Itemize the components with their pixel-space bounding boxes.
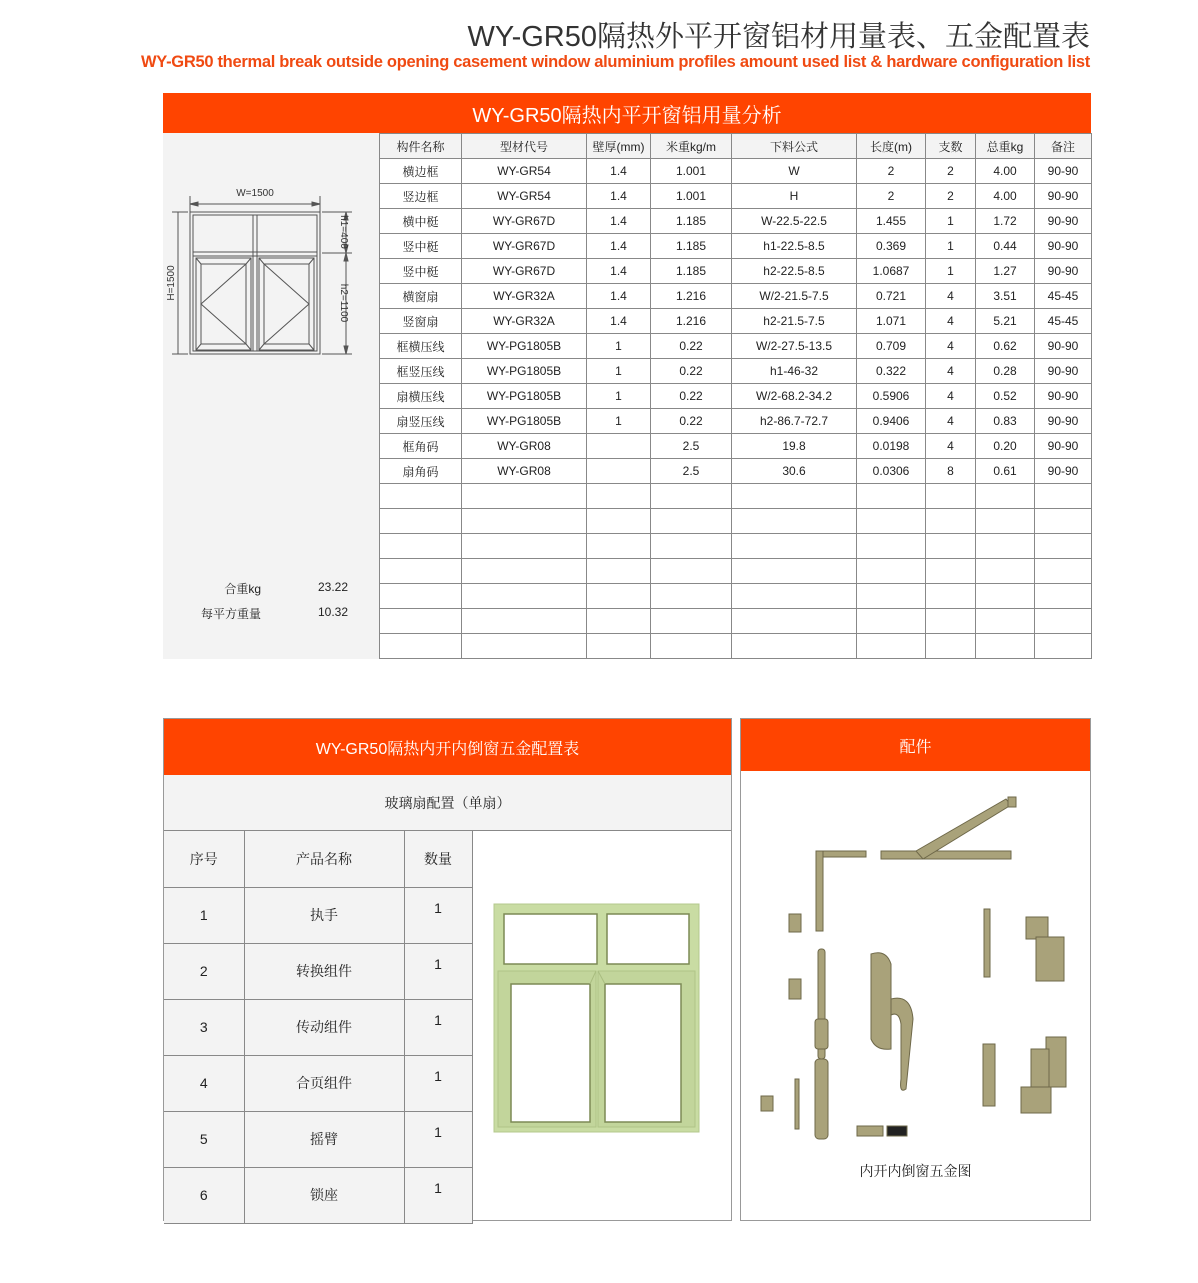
column-header: 型材代号 xyxy=(462,134,587,159)
profile-section-title: WY-GR50隔热内平开窗铝用量分析 xyxy=(472,104,782,127)
window-dimension-diagram xyxy=(166,182,371,362)
table-cell: 1.185 xyxy=(651,234,732,259)
table-cell xyxy=(976,559,1035,584)
table-cell: 90-90 xyxy=(1035,459,1092,484)
plate-part xyxy=(887,1126,907,1136)
table-cell xyxy=(587,509,651,534)
table-cell: WY-GR67D xyxy=(462,259,587,284)
table-row xyxy=(380,634,1092,659)
table-cell: 90-90 xyxy=(1035,209,1092,234)
table-cell: 框横压线 xyxy=(380,334,462,359)
table-cell: 2 xyxy=(926,159,976,184)
table-cell xyxy=(587,584,651,609)
table-cell: 90-90 xyxy=(1035,409,1092,434)
table-cell xyxy=(976,484,1035,509)
table-cell xyxy=(976,534,1035,559)
table-row xyxy=(380,584,1092,609)
table-cell: 1.4 xyxy=(587,159,651,184)
table-cell: 0.0306 xyxy=(857,459,926,484)
table-cell xyxy=(926,634,976,659)
table-cell: h2-86.7-72.7 xyxy=(732,409,857,434)
table-cell: WY-GR67D xyxy=(462,209,587,234)
table-cell: 1.455 xyxy=(857,209,926,234)
table-cell: WY-PG1805B xyxy=(462,384,587,409)
total-weight-value: 23.22 xyxy=(318,580,349,594)
table-cell xyxy=(732,634,857,659)
product-name: 传动组件 xyxy=(244,999,404,1055)
table-cell xyxy=(380,559,462,584)
table-cell: 1.4 xyxy=(587,234,651,259)
transmission-rod-part xyxy=(815,949,828,1139)
table-row xyxy=(164,887,472,943)
table-cell: 1 xyxy=(926,209,976,234)
window-handle-part xyxy=(871,953,913,1091)
keeper-part xyxy=(761,1096,773,1111)
hinge-part xyxy=(983,1037,1066,1113)
quantity: 1 xyxy=(404,943,472,999)
table-cell xyxy=(732,559,857,584)
table-cell: W xyxy=(732,159,857,184)
column-header: 产品名称 xyxy=(244,831,404,887)
table-row xyxy=(164,1167,472,1223)
table-cell: 1.4 xyxy=(587,184,651,209)
table-cell: 2.5 xyxy=(651,459,732,484)
table-cell: 5.21 xyxy=(976,309,1035,334)
table-cell: 0.22 xyxy=(651,359,732,384)
table-cell xyxy=(926,559,976,584)
product-name: 锁座 xyxy=(244,1167,404,1223)
table-cell: h2-22.5-8.5 xyxy=(732,259,857,284)
plate-part xyxy=(857,1126,883,1136)
table-cell xyxy=(587,534,651,559)
table-cell: 4 xyxy=(926,334,976,359)
table-cell xyxy=(1035,509,1092,534)
table-cell xyxy=(857,609,926,634)
table-cell: 竖窗扇 xyxy=(380,309,462,334)
table-cell: 竖中梃 xyxy=(380,234,462,259)
table-row xyxy=(380,284,1092,309)
hardware-config-panel xyxy=(163,718,732,1221)
table-cell: 90-90 xyxy=(1035,334,1092,359)
table-cell: WY-PG1805B xyxy=(462,359,587,384)
table-cell xyxy=(587,559,651,584)
table-cell xyxy=(732,584,857,609)
table-cell: 竖中梃 xyxy=(380,259,462,284)
table-cell xyxy=(857,534,926,559)
table-cell xyxy=(976,584,1035,609)
table-cell: 90-90 xyxy=(1035,234,1092,259)
window-product-image xyxy=(494,904,699,1132)
table-cell: 4.00 xyxy=(976,184,1035,209)
table-row xyxy=(380,309,1092,334)
table-cell: 横窗扇 xyxy=(380,284,462,309)
table-row xyxy=(164,999,472,1055)
table-cell xyxy=(1035,559,1092,584)
table-cell xyxy=(732,609,857,634)
table-cell: 4 xyxy=(926,359,976,384)
column-header: 下料公式 xyxy=(732,134,857,159)
table-cell xyxy=(857,634,926,659)
table-row xyxy=(380,234,1092,259)
table-cell: 4 xyxy=(926,284,976,309)
total-weight-label: 合重kg xyxy=(224,582,261,596)
column-header: 米重kg/m xyxy=(651,134,732,159)
table-cell: 2 xyxy=(857,159,926,184)
column-header: 长度(m) xyxy=(857,134,926,159)
table-cell: 0.61 xyxy=(976,459,1035,484)
table-cell xyxy=(587,434,651,459)
table-cell: 1.001 xyxy=(651,159,732,184)
table-row xyxy=(164,1111,472,1167)
table-cell: 1.216 xyxy=(651,284,732,309)
table-cell: 1.4 xyxy=(587,209,651,234)
table-cell: h1-22.5-8.5 xyxy=(732,234,857,259)
table-cell xyxy=(380,484,462,509)
table-cell: 4 xyxy=(926,409,976,434)
table-cell: 1.185 xyxy=(651,259,732,284)
table-cell xyxy=(462,559,587,584)
outer-frame xyxy=(190,212,320,354)
table-cell: 0.22 xyxy=(651,384,732,409)
table-cell: 45-45 xyxy=(1035,309,1092,334)
table-cell: W-22.5-22.5 xyxy=(732,209,857,234)
table-cell: W/2-21.5-7.5 xyxy=(732,284,857,309)
table-cell: 0.0198 xyxy=(857,434,926,459)
table-cell: 1 xyxy=(587,334,651,359)
table-cell: 1 xyxy=(587,384,651,409)
table-cell: 1.4 xyxy=(587,284,651,309)
hardware-parts-image xyxy=(751,789,1081,1149)
quantity: 1 xyxy=(404,1111,472,1167)
hardware-section-title: WY-GR50隔热内开内倒窗五金配置表 xyxy=(315,740,580,758)
table-cell xyxy=(1035,584,1092,609)
table-row xyxy=(380,609,1092,634)
table-cell: 横中梃 xyxy=(380,209,462,234)
table-cell: 2 xyxy=(926,184,976,209)
column-header: 总重kg xyxy=(976,134,1035,159)
quantity: 1 xyxy=(404,887,472,943)
table-cell xyxy=(857,559,926,584)
table-cell: 8 xyxy=(926,459,976,484)
table-cell xyxy=(651,559,732,584)
quantity: 1 xyxy=(404,1167,472,1223)
table-cell: 30.6 xyxy=(732,459,857,484)
table-cell: WY-GR54 xyxy=(462,159,587,184)
table-cell xyxy=(976,609,1035,634)
table-row xyxy=(380,459,1092,484)
profile-section-header xyxy=(163,93,1091,133)
row-number: 5 xyxy=(164,1111,244,1167)
table-cell: WY-GR08 xyxy=(462,459,587,484)
table-cell: 3.51 xyxy=(976,284,1035,309)
table-row xyxy=(380,509,1092,534)
weight-per-sqm-label: 每平方重量 xyxy=(200,607,261,621)
row-number: 4 xyxy=(164,1055,244,1111)
table-cell: 0.20 xyxy=(976,434,1035,459)
table-cell xyxy=(976,634,1035,659)
accessories-section-header xyxy=(741,719,1090,771)
table-header-row xyxy=(380,134,1092,159)
table-row xyxy=(380,409,1092,434)
weight-per-sqm-value: 10.32 xyxy=(318,605,349,619)
table-cell: 框竖压线 xyxy=(380,359,462,384)
table-cell: 扇横压线 xyxy=(380,384,462,409)
table-cell xyxy=(651,484,732,509)
table-cell: 框角码 xyxy=(380,434,462,459)
table-cell xyxy=(651,609,732,634)
table-header-row xyxy=(164,831,472,887)
table-cell: 1.185 xyxy=(651,209,732,234)
table-cell: 90-90 xyxy=(1035,184,1092,209)
table-cell xyxy=(857,509,926,534)
width-label: W=1500 xyxy=(236,188,274,199)
table-cell xyxy=(926,534,976,559)
keeper-part xyxy=(789,914,801,932)
table-cell: 0.322 xyxy=(857,359,926,384)
product-name: 转换组件 xyxy=(244,943,404,999)
table-cell xyxy=(651,634,732,659)
table-cell xyxy=(462,609,587,634)
table-cell: 4 xyxy=(926,309,976,334)
table-cell xyxy=(380,634,462,659)
table-cell: WY-GR32A xyxy=(462,284,587,309)
table-row xyxy=(380,209,1092,234)
table-cell xyxy=(926,584,976,609)
table-cell xyxy=(651,509,732,534)
table-cell: 0.44 xyxy=(976,234,1035,259)
table-cell xyxy=(857,584,926,609)
table-cell: 4 xyxy=(926,384,976,409)
table-cell: WY-GR54 xyxy=(462,184,587,209)
table-cell: 1 xyxy=(926,234,976,259)
table-cell xyxy=(1035,634,1092,659)
table-row xyxy=(380,359,1092,384)
h2-label: h2=1100 xyxy=(338,283,349,323)
product-name: 摇臂 xyxy=(244,1111,404,1167)
striker-part xyxy=(795,1079,799,1129)
table-cell: 90-90 xyxy=(1035,384,1092,409)
table-cell: 19.8 xyxy=(732,434,857,459)
table-cell: 0.22 xyxy=(651,409,732,434)
table-row xyxy=(164,1055,472,1111)
hardware-subtitle: 玻璃扇配置（单扇） xyxy=(164,775,731,831)
table-row xyxy=(380,184,1092,209)
table-cell: 扇竖压线 xyxy=(380,409,462,434)
table-cell xyxy=(926,484,976,509)
profile-usage-table xyxy=(379,133,1092,659)
quantity: 1 xyxy=(404,999,472,1055)
table-cell: WY-PG1805B xyxy=(462,409,587,434)
table-cell: 2.5 xyxy=(651,434,732,459)
h1-label: h1=400 xyxy=(338,215,349,249)
row-number: 3 xyxy=(164,999,244,1055)
table-cell: 0.22 xyxy=(651,334,732,359)
table-cell: 45-45 xyxy=(1035,284,1092,309)
table-cell: 2 xyxy=(857,184,926,209)
table-cell: 1.4 xyxy=(587,309,651,334)
row-number: 6 xyxy=(164,1167,244,1223)
table-cell: 1.216 xyxy=(651,309,732,334)
page-subtitle: WY-GR50 thermal break outside opening casement window aluminium profiles amount used list & hardware configuration list xyxy=(141,53,1090,71)
table-cell xyxy=(587,484,651,509)
table-cell: 0.28 xyxy=(976,359,1035,384)
table-cell xyxy=(857,484,926,509)
table-cell xyxy=(462,584,587,609)
table-cell: 1.4 xyxy=(587,259,651,284)
table-cell xyxy=(732,509,857,534)
table-cell xyxy=(380,609,462,634)
table-cell: 4.00 xyxy=(976,159,1035,184)
table-cell: WY-GR08 xyxy=(462,434,587,459)
row-number: 1 xyxy=(164,887,244,943)
table-cell xyxy=(651,534,732,559)
quantity: 1 xyxy=(404,1055,472,1111)
table-cell: 0.9406 xyxy=(857,409,926,434)
table-cell xyxy=(380,509,462,534)
table-cell: 90-90 xyxy=(1035,434,1092,459)
table-cell: WY-GR67D xyxy=(462,234,587,259)
column-header: 支数 xyxy=(926,134,976,159)
table-cell xyxy=(1035,534,1092,559)
table-cell: 90-90 xyxy=(1035,259,1092,284)
column-header: 壁厚(mm) xyxy=(587,134,651,159)
table-cell: 0.721 xyxy=(857,284,926,309)
table-cell: 90-90 xyxy=(1035,359,1092,384)
table-row xyxy=(380,434,1092,459)
table-cell xyxy=(1035,609,1092,634)
table-cell: 0.83 xyxy=(976,409,1035,434)
table-cell: WY-GR32A xyxy=(462,309,587,334)
table-cell: h2-21.5-7.5 xyxy=(732,309,857,334)
height-label: H=1500 xyxy=(166,265,177,301)
table-cell: 1.071 xyxy=(857,309,926,334)
table-cell: 1 xyxy=(587,409,651,434)
hardware-section-header xyxy=(164,719,731,775)
table-cell: 0.52 xyxy=(976,384,1035,409)
accessories-panel xyxy=(740,718,1091,1221)
page-title: WY-GR50隔热外平开窗铝材用量表、五金配置表 xyxy=(467,21,1090,53)
accessories-caption: 内开内倒窗五金图 xyxy=(859,1163,972,1179)
table-cell xyxy=(587,609,651,634)
table-cell: 1.27 xyxy=(976,259,1035,284)
table-cell: 竖边框 xyxy=(380,184,462,209)
table-cell: 横边框 xyxy=(380,159,462,184)
table-row xyxy=(380,259,1092,284)
table-cell xyxy=(462,484,587,509)
table-cell: 0.369 xyxy=(857,234,926,259)
corner-drive-part xyxy=(816,851,866,931)
table-cell: 扇角码 xyxy=(380,459,462,484)
table-row xyxy=(380,159,1092,184)
table-cell: 90-90 xyxy=(1035,159,1092,184)
table-cell: 1.001 xyxy=(651,184,732,209)
table-cell: 1.0687 xyxy=(857,259,926,284)
product-name: 合页组件 xyxy=(244,1055,404,1111)
table-row xyxy=(380,484,1092,509)
table-cell xyxy=(380,584,462,609)
table-cell xyxy=(732,534,857,559)
table-row xyxy=(380,334,1092,359)
product-name: 执手 xyxy=(244,887,404,943)
table-cell: 0.709 xyxy=(857,334,926,359)
table-cell xyxy=(462,634,587,659)
column-header: 数量 xyxy=(404,831,472,887)
accessories-section-title: 配件 xyxy=(899,738,932,756)
table-cell xyxy=(462,509,587,534)
table-row xyxy=(164,943,472,999)
table-cell xyxy=(976,509,1035,534)
table-cell: h1-46-32 xyxy=(732,359,857,384)
table-cell xyxy=(926,609,976,634)
table-cell xyxy=(587,634,651,659)
table-cell: W/2-27.5-13.5 xyxy=(732,334,857,359)
table-cell: 0.5906 xyxy=(857,384,926,409)
table-row xyxy=(380,559,1092,584)
table-cell: 1.72 xyxy=(976,209,1035,234)
keeper-part xyxy=(789,979,801,999)
row-number: 2 xyxy=(164,943,244,999)
table-cell xyxy=(732,484,857,509)
table-cell xyxy=(462,534,587,559)
table-cell: W/2-68.2-34.2 xyxy=(732,384,857,409)
table-cell: 1 xyxy=(587,359,651,384)
column-header: 构件名称 xyxy=(380,134,462,159)
column-header: 备注 xyxy=(1035,134,1092,159)
table-cell: WY-PG1805B xyxy=(462,334,587,359)
table-cell xyxy=(380,534,462,559)
column-header: 序号 xyxy=(164,831,244,887)
table-row xyxy=(380,384,1092,409)
hinge-part xyxy=(984,909,1064,981)
stay-arm-part xyxy=(881,797,1016,859)
table-cell xyxy=(587,459,651,484)
table-cell: H xyxy=(732,184,857,209)
table-cell xyxy=(926,509,976,534)
table-cell xyxy=(651,584,732,609)
table-cell: 4 xyxy=(926,434,976,459)
table-cell xyxy=(1035,484,1092,509)
table-cell: 1 xyxy=(926,259,976,284)
table-row xyxy=(380,534,1092,559)
hardware-table xyxy=(164,831,473,1224)
table-cell: 0.62 xyxy=(976,334,1035,359)
